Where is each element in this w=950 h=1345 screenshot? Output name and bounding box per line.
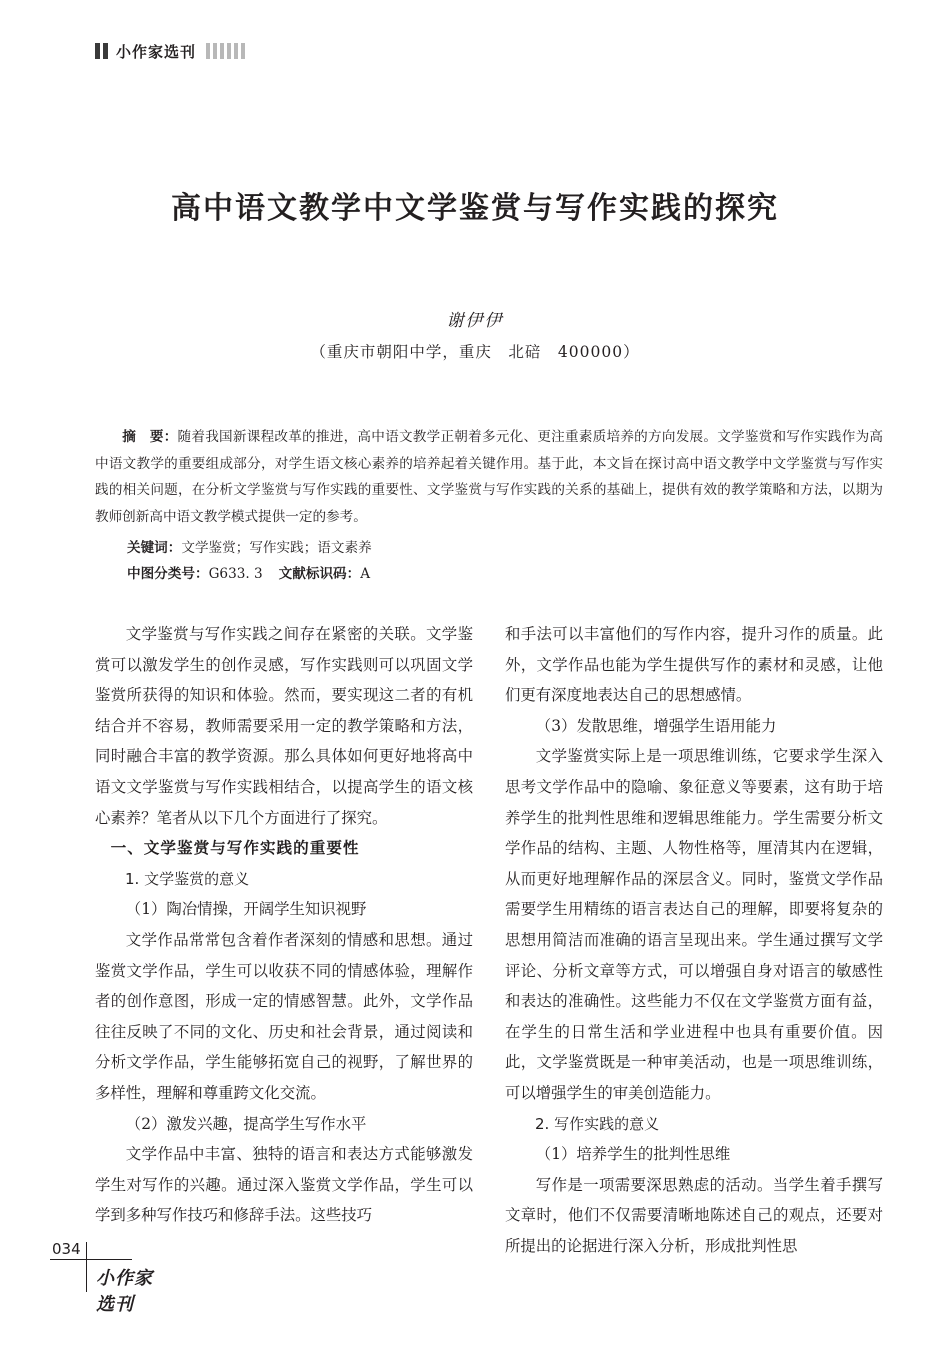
left-column [95, 619, 473, 1231]
doc-code-label: 文献标识码： [278, 566, 361, 582]
abstract-label: 摘 要： [122, 429, 178, 445]
running-header [95, 40, 245, 62]
body-paragraph-4: 写作是一项需要深思熟虑的活动。当学生着手撰写文章时，他们不仅需要清晰地陈述自己的观点，还要对所提出的论据进行深入分析，形成批判性思 [505, 1175, 883, 1255]
keywords-label: 关键词： [127, 540, 182, 556]
subsection-heading-2: 2. 写作实践的意义 [535, 1114, 660, 1133]
doc-code-value: A [360, 566, 371, 582]
abstract [95, 424, 883, 530]
page-footer [50, 1236, 170, 1315]
body-paragraph-3: 文学鉴赏实际上是一项思维训练，它要求学生深入思考文学作品中的隐喻、象征意义等要素，这有助于培养学生的批判性思维和逻辑思维能力。学生需要分析文学作品的结构、主题、人物性格等，厘清其内在逻辑，从而更好地理解作品的深层含义。同时，鉴赏文学作品需要学生用精练的语言表达自己的理解，即要将复杂的思想用简洁而准确的语言呈现出来。学生通过撰写文学评论、分析文章等方式，可以增强自身对语言的敏感性和表达的准确性。这些能力不仅在文学鉴赏方面有益，在学生的日常生活和学业进程中也具有重要价值。因此，文学鉴赏既是一种审美活动，也是一项思维训练，可以增强学生的审美创造能力。 [505, 747, 883, 1102]
author-name: 谢伊伊 [446, 311, 504, 331]
body-paragraph-1: 文学作品常常包含着作者深刻的情感和思想。通过鉴赏文学作品，学生可以收获不同的情感体验，理解作者的创作意图，形成一定的情感智慧。此外，文学作品往往反映了不同的文化、历史和社会背景，通过阅读和分析文学作品，学生能够拓宽自己的视野，了解世界的多样性，理解和尊重跨文化交流。 [95, 930, 473, 1102]
page-number: 034 [52, 1240, 81, 1258]
author-affiliation: （重庆市朝阳中学，重庆 北碚 400000） [310, 343, 640, 361]
keywords-text: 文学鉴赏；写作实践；语文素养 [181, 540, 372, 556]
footer-vertical-rule [86, 1242, 87, 1292]
body-paragraph-continued: 和手法可以丰富他们的写作内容，提升习作的质量。此外，文学作品也能为学生提供写作的素材和灵感，让他们更有深度地表达自己的思想感情。 [505, 625, 883, 705]
intro-paragraph: 文学鉴赏与写作实践之间存在紧密的关联。文学鉴赏可以激发学生的创作灵感，写作实践则可以巩固文学鉴赏所获得的知识和体验。然而，要实现这二者的有机结合并不容易，教师需要采用一定的教学策略和方法，同时融合丰富的教学资源。那么具体如何更好地将高中语文文学鉴赏与写作实践相结合，以提高学生的语文核心素养？笔者从以下几个方面进行了探究。 [95, 625, 473, 827]
article-title: 高中语文教学中文学鉴赏与写作实践的探究 [171, 191, 779, 226]
header-stripes-decoration [206, 43, 245, 59]
section-heading-1: 一、文学鉴赏与写作实践的重要性 [110, 839, 360, 858]
journal-name: 小作家选刊 [116, 42, 197, 61]
footer-divider [50, 1259, 132, 1260]
clc-value: G633. 3 [208, 566, 263, 582]
keywords [127, 535, 372, 561]
subsection-heading-1: 1. 文学鉴赏的意义 [125, 869, 250, 888]
item-heading-4: （1）培养学生的批判性思维 [535, 1145, 731, 1164]
item-heading-2: （2）激发兴趣，提高学生写作水平 [125, 1114, 367, 1133]
body-paragraph-2: 文学作品中丰富、独特的语言和表达方式能够激发学生对写作的兴趣。通过深入鉴赏文学作品，学生可以学到多种写作技巧和修辞手法。这些技巧 [95, 1145, 473, 1225]
abstract-text: 随着我国新课程改革的推进，高中语文教学正朝着多元化、更注重素质培养的方向发展。文学鉴赏和写作实践作为高中语文教学的重要组成部分，对学生语文核心素养的培养起着关键作用。基于此，本文旨在探讨高中语文教学中文学鉴赏与写作实践的相关问题，在分析文学鉴赏与写作实践的重要性、文学鉴赏与写作实践的关系的基础上，提供有效的教学策略和方法，以期为教师创新高中语文教学模式提供一定的参考。 [95, 429, 884, 525]
item-heading-3: （3）发散思维，增强学生语用能力 [535, 716, 777, 735]
item-heading-1: （1）陶冶情操，开阔学生知识视野 [125, 900, 367, 919]
footer-journal-logo: 小作家选刊 [96, 1268, 153, 1315]
clc-label: 中图分类号： [127, 566, 209, 582]
classification [127, 561, 370, 587]
header-bars-decoration [95, 43, 108, 59]
right-column [505, 619, 883, 1261]
